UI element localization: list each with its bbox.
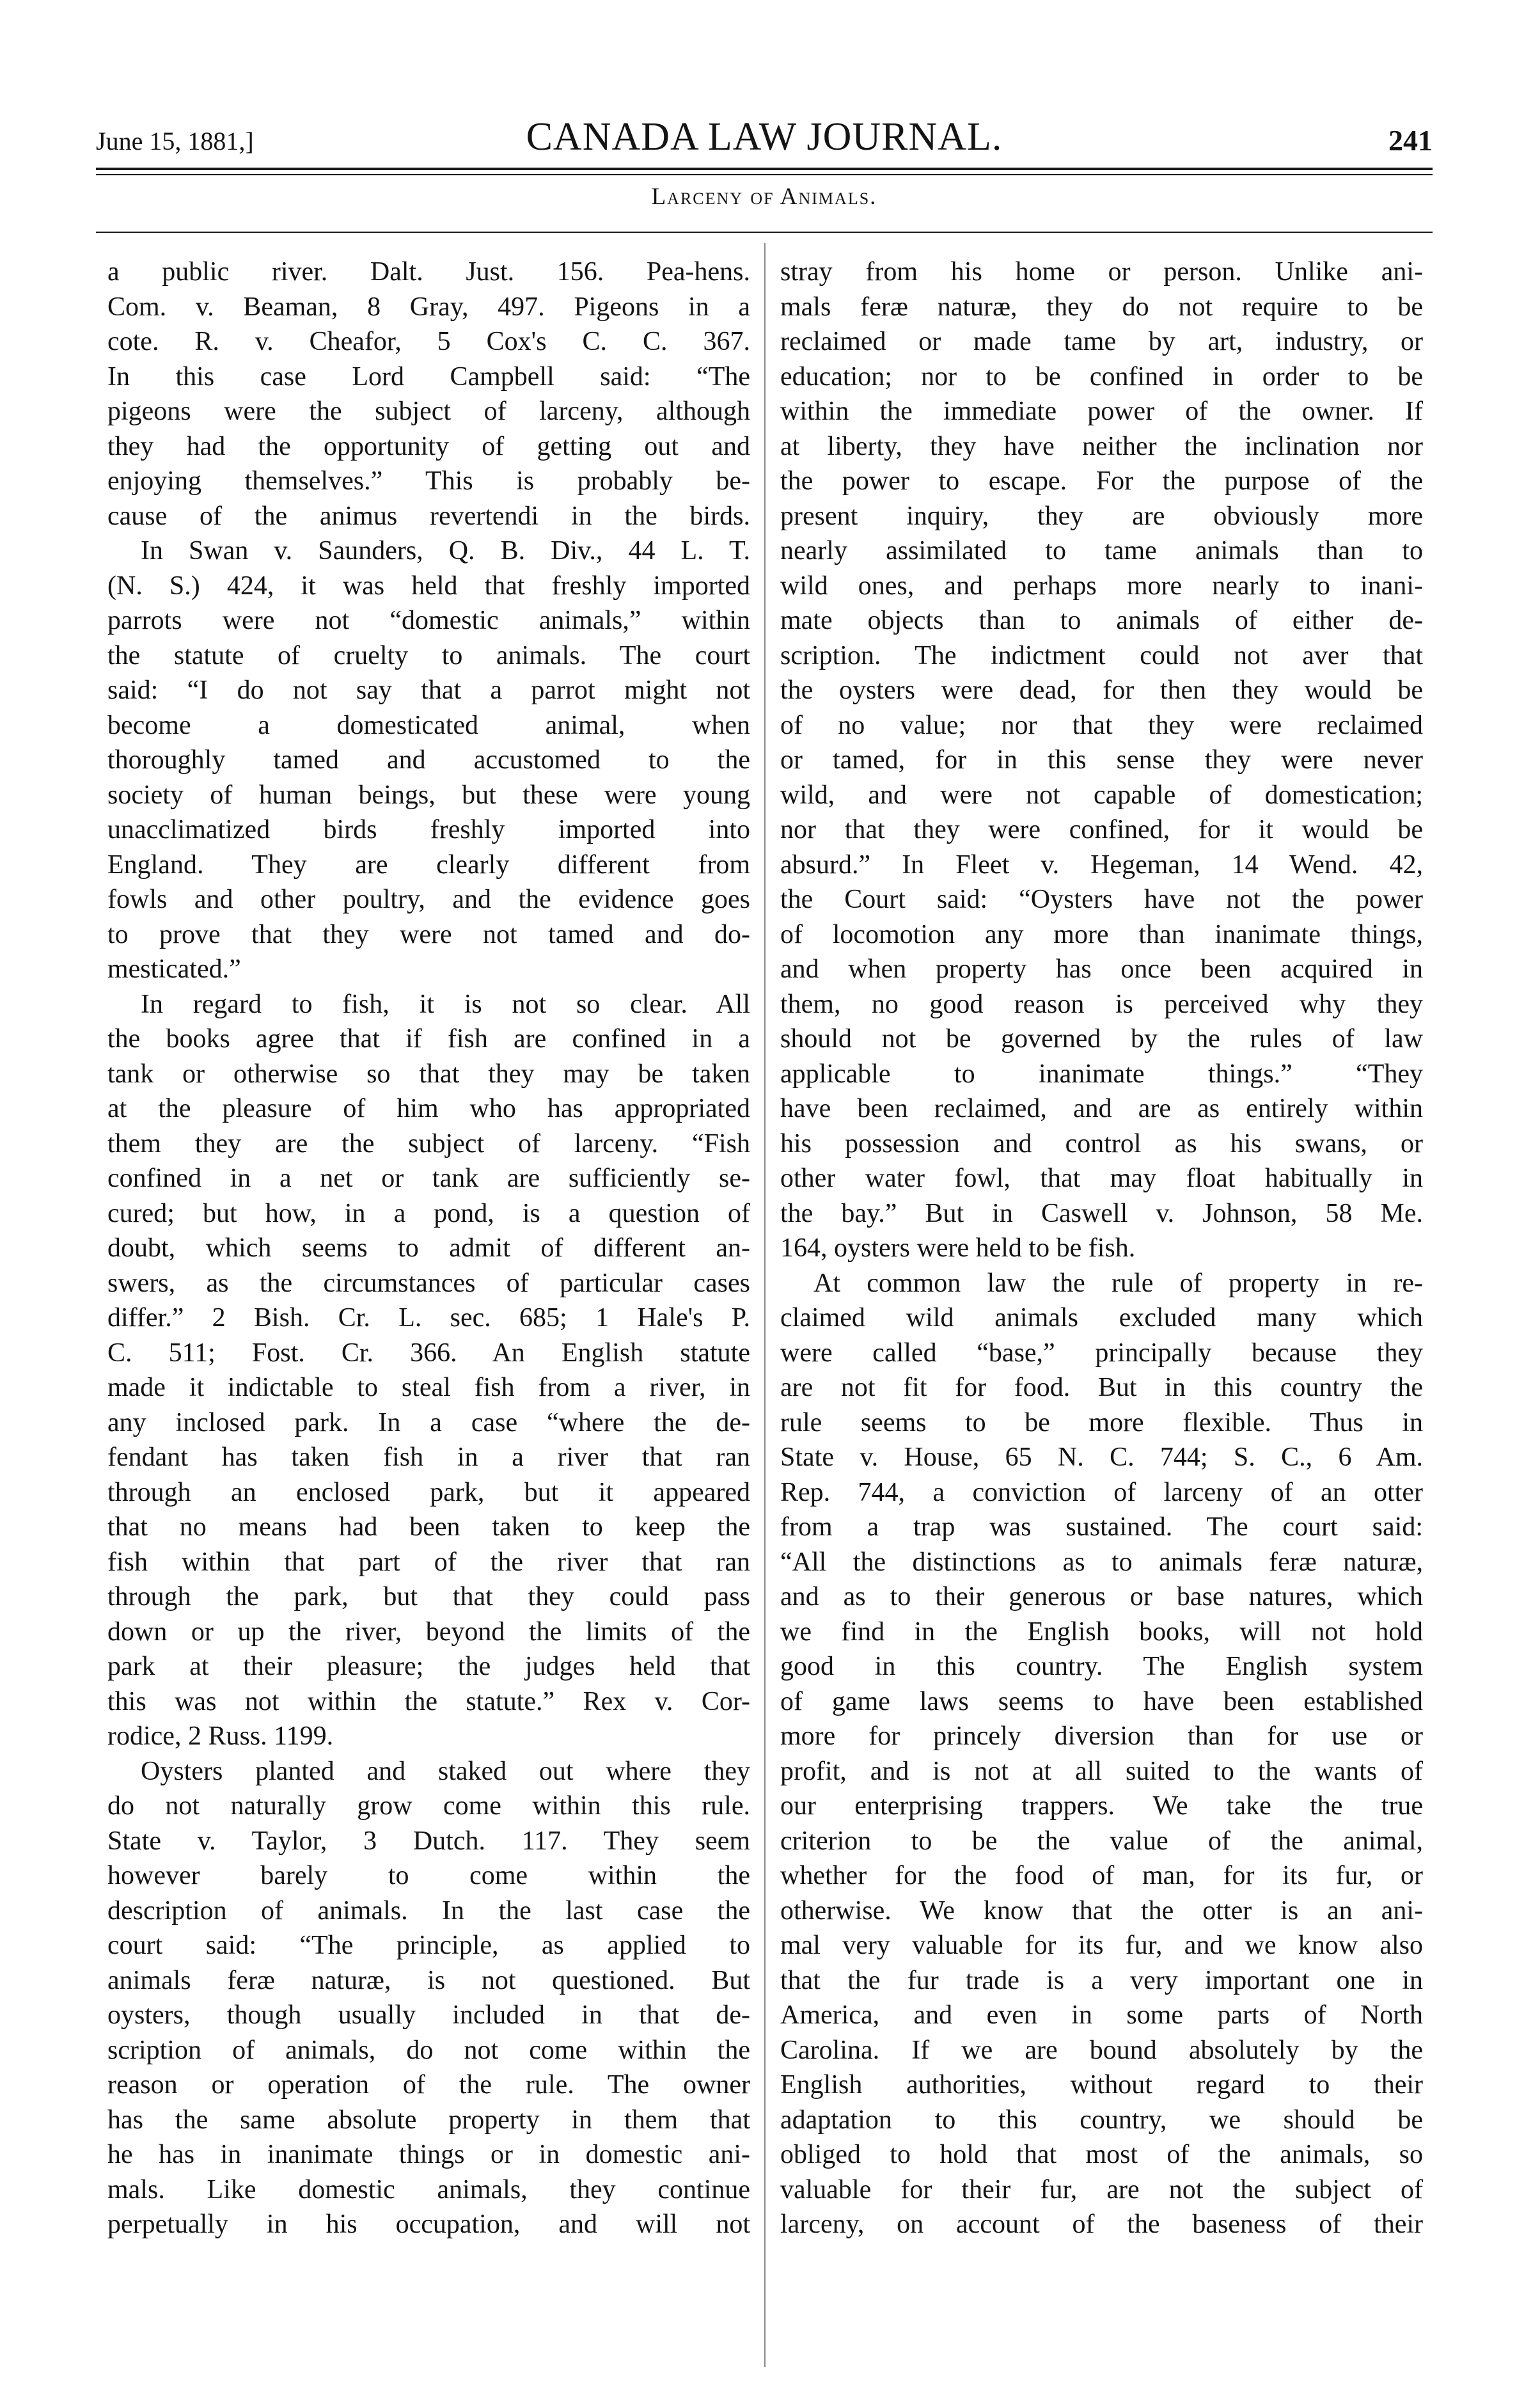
text-line: profit, and is not at all suited to the wants of — [780, 1756, 1423, 1786]
text-line: has the same absolute property in them that — [107, 2105, 750, 2135]
text-line: fowls and other poultry, and the evidence goes — [107, 885, 750, 914]
text-line: mals feræ naturæ, they do not require to be — [780, 292, 1423, 322]
text-line: of game laws seems to have been established — [780, 1686, 1423, 1716]
text-line: have been reclaimed, and are as entirely within — [780, 1094, 1423, 1123]
text-line: C. 511; Fost. Cr. 366. An English statute — [107, 1338, 750, 1368]
text-line: nor that they were confined, for it would be — [780, 815, 1423, 844]
text-line: applicable to inanimate things.” “They — [780, 1059, 1423, 1089]
text-line: swers, as the circumstances of particular cases — [107, 1268, 750, 1298]
text-line: tank or otherwise so that they may be taken — [107, 1059, 750, 1089]
text-line: more for princely diversion than for use or — [780, 1721, 1423, 1751]
text-line: good in this country. The English system — [780, 1652, 1423, 1681]
text-line: should not be governed by the rules of law — [780, 1024, 1423, 1054]
text-line: claimed wild animals excluded many which — [780, 1303, 1423, 1333]
text-line: confined in a net or tank are sufficiently se- — [107, 1164, 750, 1193]
text-line: of no value; nor that they were reclaimed — [780, 710, 1423, 740]
text-line: the oysters were dead, for then they would be — [780, 676, 1423, 705]
section-title: Larceny of Animals. — [651, 184, 877, 210]
text-line: scription of animals, do not come within the — [107, 2035, 750, 2065]
text-line: In Swan v. Saunders, Q. B. Div., 44 L. T. — [141, 536, 750, 566]
text-line: Oysters planted and staked out where they — [141, 1756, 750, 1786]
text-line: Rep. 744, a conviction of larceny of an otter — [780, 1477, 1423, 1507]
page-number: 241 — [1388, 124, 1433, 157]
text-line: larceny, on account of the baseness of their — [780, 2210, 1423, 2239]
text-line: from a trap was sustained. The court said: — [780, 1512, 1423, 1542]
text-line: a public river. Dalt. Just. 156. Pea-hens. — [107, 257, 750, 287]
running-header — [96, 109, 1433, 160]
text-line: within the immediate power of the owner. If — [780, 397, 1423, 426]
text-line: park at their pleasure; the judges held that — [107, 1652, 750, 1681]
text-line: State v. Taylor, 3 Dutch. 117. They seem — [107, 1826, 750, 1856]
text-line: them, no good reason is perceived why they — [780, 989, 1423, 1019]
text-line: mate objects than to animals of either de- — [780, 606, 1423, 635]
text-line: any inclosed park. In a case “where the de- — [107, 1407, 750, 1437]
text-line: perpetually in his occupation, and will not — [107, 2210, 750, 2239]
text-line: In this case Lord Campbell said: “The — [107, 361, 750, 392]
text-line: Com. v. Beaman, 8 Gray, 497. Pigeons in a — [107, 292, 750, 322]
text-line: however barely to come within the — [107, 1861, 750, 1890]
issue-date: June 15, 1881,] — [96, 127, 254, 155]
text-line: wild, and were not capable of domestication; — [780, 780, 1423, 810]
text-line: made it indictable to steal fish from a river, in — [107, 1373, 750, 1402]
text-line: present inquiry, they are obviously more — [780, 501, 1423, 531]
text-line: other water fowl, that may float habitually in — [780, 1164, 1423, 1193]
section-rule — [96, 232, 1433, 233]
text-line: or tamed, for in this sense they were never — [780, 745, 1423, 775]
text-line: of locomotion any more than inanimate things, — [780, 919, 1423, 949]
text-line: mesticated.” — [107, 954, 241, 984]
text-line: unacclimatized birds freshly imported into — [107, 815, 750, 844]
text-line: scription. The indictment could not aver that — [780, 640, 1423, 670]
text-line: criterion to be the value of the animal, — [780, 1826, 1423, 1856]
text-line: cote. R. v. Cheafor, 5 Cox's C. C. 367. — [107, 327, 750, 356]
text-line: they had the opportunity of getting out and — [107, 431, 750, 461]
text-line: At common law the rule of property in re- — [813, 1268, 1423, 1298]
text-line: 164, oysters were held to be fish. — [780, 1233, 1136, 1263]
right-column — [780, 255, 1423, 2242]
text-line: English authorities, without regard to their — [780, 2070, 1423, 2100]
text-line: stray from his home or person. Unlike ani- — [780, 257, 1423, 287]
header-rule-thick — [96, 168, 1433, 170]
text-line: that no means had been taken to keep the — [107, 1512, 750, 1542]
text-line: adaptation to this country, we should be — [780, 2105, 1423, 2135]
text-line: said: “I do not say that a parrot might not — [107, 676, 750, 705]
text-line: differ.” 2 Bish. Cr. L. sec. 685; 1 Hale's P. — [107, 1303, 750, 1333]
text-line: become a domesticated animal, when — [107, 710, 750, 740]
text-line: we find in the English books, will not hold — [780, 1617, 1423, 1647]
text-line: fendant has taken fish in a river that ran — [107, 1443, 750, 1472]
text-line: absurd.” In Fleet v. Hegeman, 14 Wend. 42, — [780, 850, 1423, 880]
text-line: fish within that part of the river that ran — [107, 1547, 750, 1577]
text-line: the books agree that if fish are confined in a — [107, 1024, 750, 1054]
text-line: are not fit for food. But in this country the — [780, 1373, 1423, 1402]
text-line: mals. Like domestic animals, they continue — [107, 2174, 750, 2204]
text-line: State v. House, 65 N. C. 744; S. C., 6 Am. — [780, 1443, 1423, 1472]
journal-title: CANADA LAW JOURNAL. — [526, 115, 1003, 159]
text-line: rule seems to be more flexible. Thus in — [780, 1407, 1423, 1437]
text-line: valuable for their fur, are not the subject of — [780, 2174, 1423, 2204]
text-line: pigeons were the subject of larceny, although — [107, 397, 750, 426]
text-line: doubt, which seems to admit of different an- — [107, 1233, 750, 1263]
text-line: do not naturally grow come within this rule. — [107, 1791, 750, 1821]
text-line: at liberty, they have neither the inclination nor — [780, 431, 1423, 461]
text-line: to prove that they were not tamed and do- — [107, 919, 750, 949]
text-line: society of human beings, but these were young — [107, 780, 750, 810]
text-line: description of animals. In the last case the — [107, 1895, 750, 1926]
text-line: and as to their generous or base natures, which — [780, 1582, 1423, 1611]
text-line: England. They are clearly different from — [107, 850, 750, 880]
text-line: down or up the river, beyond the limits of the — [107, 1617, 750, 1647]
text-line: enjoying themselves.” This is probably be- — [107, 466, 750, 496]
text-line: Carolina. If we are bound absolutely by the — [780, 2035, 1423, 2065]
header-rule-thin — [96, 174, 1433, 175]
text-line: America, and even in some parts of North — [780, 2000, 1423, 2030]
text-line: rodice, 2 Russ. 1199. — [107, 1721, 334, 1751]
text-line: education; nor to be confined in order to be — [780, 361, 1423, 392]
text-line: the power to escape. For the purpose of the — [780, 466, 1423, 496]
text-line: our enterprising trappers. We take the true — [780, 1791, 1423, 1821]
text-line: (N. S.) 424, it was held that freshly imported — [107, 571, 750, 601]
text-line: through an enclosed park, but it appeared — [107, 1477, 750, 1507]
text-line: he has in inanimate things or in domestic ani- — [107, 2140, 750, 2169]
text-line: that the fur trade is a very important one in — [780, 1965, 1423, 1995]
text-line: them they are the subject of larceny. “Fish — [107, 1128, 750, 1159]
text-line: mal very valuable for its fur, and we know also — [780, 1931, 1423, 1960]
text-line: his possession and control as his swans, or — [780, 1128, 1423, 1159]
text-line: the Court said: “Oysters have not the power — [780, 885, 1423, 914]
column-divider — [764, 243, 766, 2367]
text-line: animals feræ naturæ, is not questioned. But — [107, 1965, 750, 1995]
text-line: reason or operation of the rule. The owner — [107, 2070, 750, 2100]
text-line: otherwise. We know that the otter is an ani- — [780, 1895, 1423, 1926]
text-line: reclaimed or made tame by art, industry, or — [780, 327, 1423, 356]
text-line: were called “base,” principally because they — [780, 1338, 1423, 1368]
text-line: the statute of cruelty to animals. The court — [107, 640, 750, 670]
text-line: this was not within the statute.” Rex v. Cor- — [107, 1686, 750, 1716]
text-line: through the park, but that they could pass — [107, 1582, 750, 1611]
text-line: obliged to hold that most of the animals, so — [780, 2140, 1423, 2169]
text-line: at the pleasure of him who has appropriated — [107, 1094, 750, 1123]
text-line: court said: “The principle, as applied to — [107, 1931, 750, 1960]
text-line: “All the distinctions as to animals feræ naturæ, — [780, 1547, 1423, 1577]
text-line: cause of the animus revertendi in the birds. — [107, 501, 750, 531]
text-line: wild ones, and perhaps more nearly to inani- — [780, 571, 1423, 601]
text-line: nearly assimilated to tame animals than to — [780, 536, 1423, 566]
text-line: the bay.” But in Caswell v. Johnson, 58 Me. — [780, 1198, 1423, 1228]
text-line: oysters, though usually included in that de- — [107, 2000, 750, 2030]
text-line: whether for the food of man, for its fur, or — [780, 1861, 1423, 1890]
left-column — [107, 255, 750, 2242]
text-line: thoroughly tamed and accustomed to the — [107, 745, 750, 775]
text-line: cured; but how, in a pond, is a question of — [107, 1198, 750, 1228]
text-line: and when property has once been acquired in — [780, 954, 1423, 984]
text-line: parrots were not “domestic animals,” within — [107, 606, 750, 635]
text-line: In regard to fish, it is not so clear. All — [141, 989, 750, 1019]
